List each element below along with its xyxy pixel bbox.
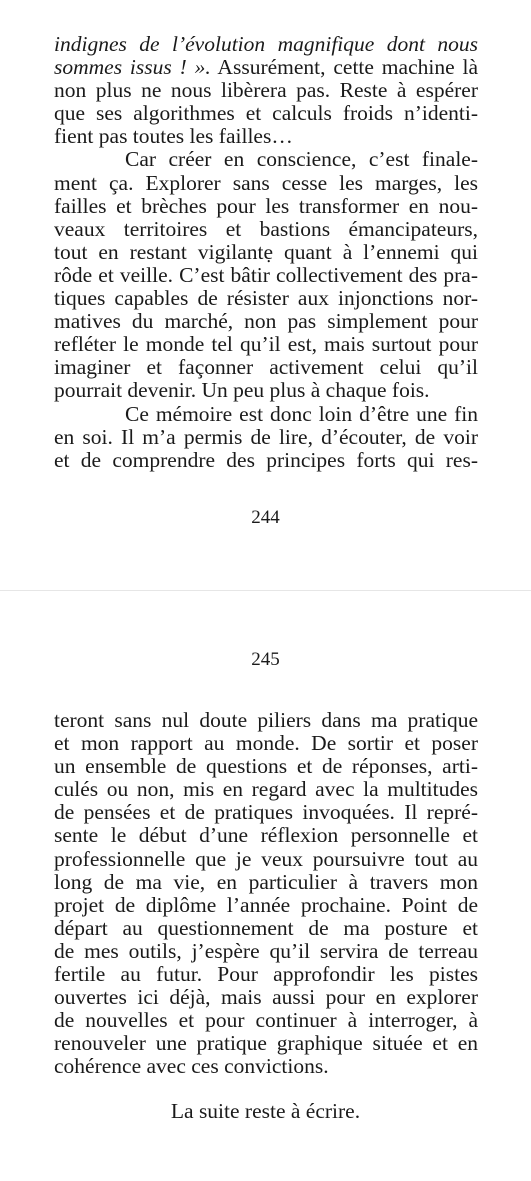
text-line (54, 33, 478, 56)
text-line: sente le début d’une réflexion personnelle et (54, 823, 478, 848)
text-line: ment ça. Explorer sans cesse les marges, les (54, 170, 478, 195)
text-line: cohérence avec ces convictions. (54, 1054, 329, 1079)
closing-line: La suite reste à écrire. (170, 1099, 361, 1123)
page-245 (0, 591, 531, 1181)
text-line: long de ma vie, en particulier à travers mon (54, 869, 478, 894)
text-line: fertile au futur. Pour approfondir les pistes (54, 962, 478, 987)
text-line: ouvertes ici déjà, mais aussi pour en explorer (54, 985, 478, 1010)
text-line: failles et brèches pour les transformer en nou- (54, 193, 478, 218)
italic-quote: indignes de l’évolution magnifique dont nous (54, 32, 478, 56)
text-line: de mes outils, j’espère qu’il servira de terreau (54, 938, 478, 963)
text-line: Car créer en conscience, c’est finale- (125, 147, 478, 172)
text-line: tiques capables de résister aux injonctions nor- (54, 286, 478, 311)
text-line: pourrait devenir. Un peu plus à chaque fois. (54, 378, 430, 403)
text-segment: Assurément, cette machine là (210, 55, 478, 80)
text-line: tout en restant vigilantẹ quant à l’ennemi qui (54, 239, 478, 264)
text-line: veaux territoires et bastions émancipateurs, (54, 216, 478, 241)
text-line: rôde et veille. C’est bâtir collectivement des pra- (54, 262, 478, 287)
italic-quote: sommes issus ! ». (54, 55, 211, 80)
text-line: et mon rapport au monde. De sortir et poser (54, 731, 478, 756)
text-line (54, 56, 478, 79)
page-number: 244 (251, 507, 280, 528)
text-line: Ce mémoire est donc loin d’être une fin (125, 401, 478, 426)
text-line: de nouvelles et pour continuer à interroger, à (54, 1008, 478, 1033)
text-line: de pensées et de pratiques invoquées. Il repré- (54, 800, 478, 825)
text-line: projet de diplôme l’année prochaine. Point de (54, 892, 478, 917)
text-line: professionnelle que je veux poursuivre tout au (54, 846, 478, 871)
body-text-page-244 (54, 33, 478, 472)
text-line: culés ou non, mis en regard avec la multitudes (54, 777, 478, 802)
page-number: 245 (251, 649, 280, 670)
text-line: et de comprendre des principes forts qui res- (54, 447, 478, 472)
text-line: matives du marché, non pas simplement pour (54, 309, 478, 334)
text-line: teront sans nul doute piliers dans ma pratique (54, 708, 478, 732)
text-line: renouveler une pratique graphique située et en (54, 1031, 478, 1056)
text-line: que ses algorithmes et calculs froids n’identi- (54, 101, 478, 126)
text-line: départ au questionnement de ma posture et (54, 915, 478, 940)
text-line: un ensemble de questions et de réponses, arti- (54, 754, 478, 779)
text-line: imaginer et façonner activement celui qu’il (54, 355, 478, 380)
text-line: refléter le monde tel qu’il est, mais surtout pour (54, 332, 478, 357)
text-line: fient pas toutes les failles… (54, 124, 293, 149)
text-line: en soi. Il m’a permis de lire, d’écouter, de voir (54, 424, 478, 449)
body-text-page-245 (54, 709, 478, 1079)
page-244 (0, 0, 531, 590)
text-line: non plus ne nous libèrera pas. Reste à espérer (54, 78, 478, 103)
